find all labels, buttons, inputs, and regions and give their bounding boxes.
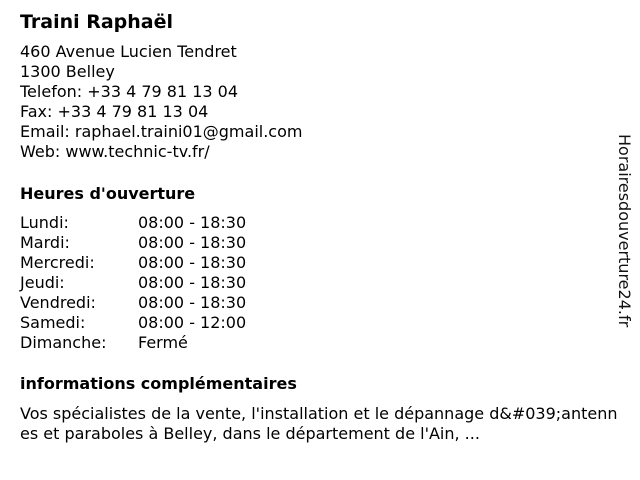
address-street: 460 Avenue Lucien Tendret (20, 42, 237, 61)
contact-block (20, 42, 610, 162)
hours-row-saturday (20, 313, 246, 333)
address-city: 1300 Belley (20, 62, 115, 81)
day-hours: 08:00 - 18:30 (138, 253, 247, 272)
hours-row-friday (20, 293, 246, 313)
web-line: Web: www.technic-tv.fr/ (20, 142, 210, 161)
day-label: Vendredi: (20, 293, 96, 312)
phone-line: Telefon: +33 4 79 81 13 04 (20, 82, 239, 101)
hours-row-tuesday (20, 233, 246, 253)
day-hours: 08:00 - 18:30 (138, 213, 247, 232)
info-heading: informations complémentaires (20, 374, 297, 393)
day-hours: 08:00 - 18:30 (138, 233, 247, 252)
email-line: Email: raphael.traini01@gmail.com (20, 122, 303, 141)
day-label: Jeudi: (20, 273, 65, 292)
opening-hours-table (20, 213, 246, 353)
day-label: Dimanche: (20, 333, 107, 352)
day-label: Samedi: (20, 313, 86, 332)
site-watermark: Horairesdouverture24.fr (615, 134, 634, 328)
day-hours: 08:00 - 18:30 (138, 293, 247, 312)
day-hours: 08:00 - 18:30 (138, 273, 247, 292)
day-hours: Fermé (138, 333, 188, 352)
day-label: Mardi: (20, 233, 70, 252)
business-card (20, 10, 618, 443)
hours-row-sunday (20, 333, 246, 353)
day-hours: 08:00 - 12:00 (138, 313, 247, 332)
info-description: Vos spécialistes de la vente, l'installation et le dépannage d&#039;antennes et paraboles à Belley, dans le département de l'Ain, ... (20, 404, 618, 443)
day-label: Lundi: (20, 213, 69, 232)
hours-row-monday (20, 213, 246, 233)
hours-row-thursday (20, 273, 246, 293)
hours-row-wednesday (20, 253, 246, 273)
business-name: Traini Raphaël (20, 11, 174, 33)
fax-line: Fax: +33 4 79 81 13 04 (20, 102, 209, 121)
day-label: Mercredi: (20, 253, 95, 272)
hours-heading: Heures d'ouverture (20, 184, 196, 203)
